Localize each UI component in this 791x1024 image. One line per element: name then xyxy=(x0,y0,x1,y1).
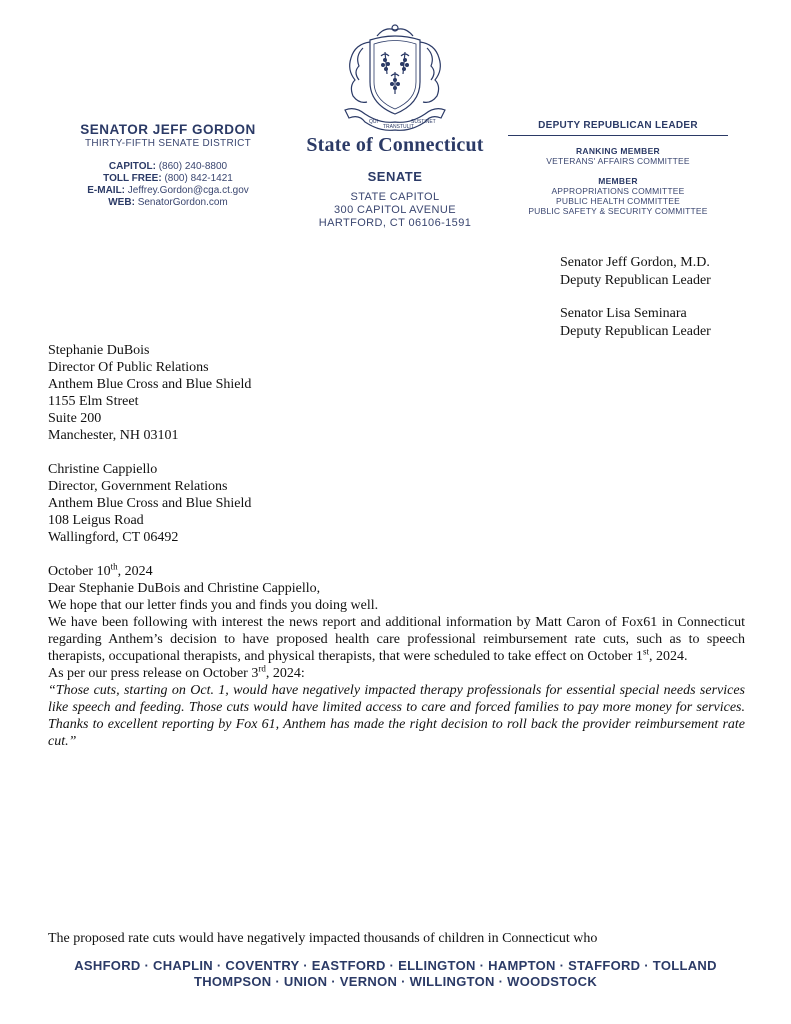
seal-motto-right: SUSTINET xyxy=(411,119,436,125)
towns-line: ASHFORD · CHAPLIN · COVENTRY · EASTFORD · ELLINGTON · HAMPTON · STAFFORD · TOLLAND xyxy=(74,958,717,973)
senator-name: SENATOR JEFF GORDON xyxy=(80,122,256,137)
senate-district: THIRTY-FIFTH SENATE DISTRICT xyxy=(85,138,251,149)
ranking-committee: VETERANS' AFFAIRS COMMITTEE xyxy=(546,156,690,166)
sender: Senator Jeff Gordon, M.D. Deputy Republican Leader xyxy=(560,255,711,288)
connecticut-seal-icon xyxy=(325,22,465,132)
tollfree-phone: TOLL FREE: (800) 842-1421 xyxy=(103,173,233,184)
member-committee: PUBLIC HEALTH COMMITTEE xyxy=(556,196,680,206)
towns-line: THOMPSON · UNION · VERNON · WILLINGTON · WOODSTOCK xyxy=(193,974,598,989)
state-header-center xyxy=(295,22,495,230)
member-committee: APPROPRIATIONS COMMITTEE xyxy=(551,186,685,196)
senator-header-left xyxy=(58,122,278,209)
recipient-address: Christine Cappiello Director, Government Relations Anthem Blue Cross and Blue Shield 108 Leigus Road Wallingford, CT 06492 xyxy=(48,462,252,545)
capitol-phone: CAPITOL: (860) 240-8800 xyxy=(108,161,228,172)
paragraph: We hope that our letter finds you and finds you doing well. xyxy=(48,598,379,613)
member-committee: PUBLIC SAFETY & SECURITY COMMITTEE xyxy=(528,206,708,216)
contact-block xyxy=(58,161,278,209)
leadership-header-right xyxy=(508,120,728,216)
paragraph: The proposed rate cuts would have negatively impacted thousands of children in Connecticut who xyxy=(48,931,598,946)
ranking-member-heading: RANKING MEMBER xyxy=(575,146,660,156)
website: WEB: SenatorGordon.com xyxy=(108,197,228,208)
press-release-quote: “Those cuts, starting on Oct. 1, would have negatively impacted therapy professionals for essential special needs services like speech and feeding. Those cuts would have limited access to care and forced families to pay more money for services. Thanks to excellent reporting by Fox 61, Anthem has made the right decision to roll back the provider reimbursement rate cut.” xyxy=(48,683,745,749)
email-link[interactable]: Jeffrey.Gordon@cga.ct.gov xyxy=(127,185,249,196)
sender-block xyxy=(560,254,760,356)
seal-motto-mid: TRANSTULIT xyxy=(383,124,414,130)
leadership-role: DEPUTY REPUBLICAN LEADER xyxy=(508,120,728,136)
capitol-address: STATE CAPITOL 300 CAPITOL AVENUE HARTFORD, CT 06106-1591 xyxy=(318,191,472,229)
member-heading: MEMBER xyxy=(598,176,638,186)
email: E-MAIL: Jeffrey.Gordon@cga.ct.gov xyxy=(87,185,249,196)
letter-body xyxy=(48,342,745,750)
state-name: State of Connecticut xyxy=(306,134,484,156)
district-towns-footer xyxy=(0,958,791,990)
sender: Senator Lisa Seminara Deputy Republican Leader xyxy=(560,306,711,339)
recipient-address: Stephanie DuBois Director Of Public Relations Anthem Blue Cross and Blue Shield 1155 Elm Street Suite 200 Manchester, NH 03101 xyxy=(48,343,252,443)
salutation: Dear Stephanie DuBois and Christine Cappiello, xyxy=(48,581,321,596)
seal-motto-left: QUI xyxy=(369,119,378,125)
chamber-name: SENATE xyxy=(367,169,423,184)
paragraph: We have been following with interest the news report and additional information by Matt Caron of Fox61 in Connecticut regarding Anthem’s decision to have proposed health care professional reimbursement rate cuts, such as to speech therapists, occupational therapists, and physical therapists, that were scheduled to take effect on October 1st, 2024. xyxy=(48,615,745,664)
website-link[interactable]: SenatorGordon.com xyxy=(137,197,228,208)
letter-date: October 10th, 2024 xyxy=(48,561,153,579)
paragraph: As per our press release on October 3rd, 2024: xyxy=(48,663,305,681)
